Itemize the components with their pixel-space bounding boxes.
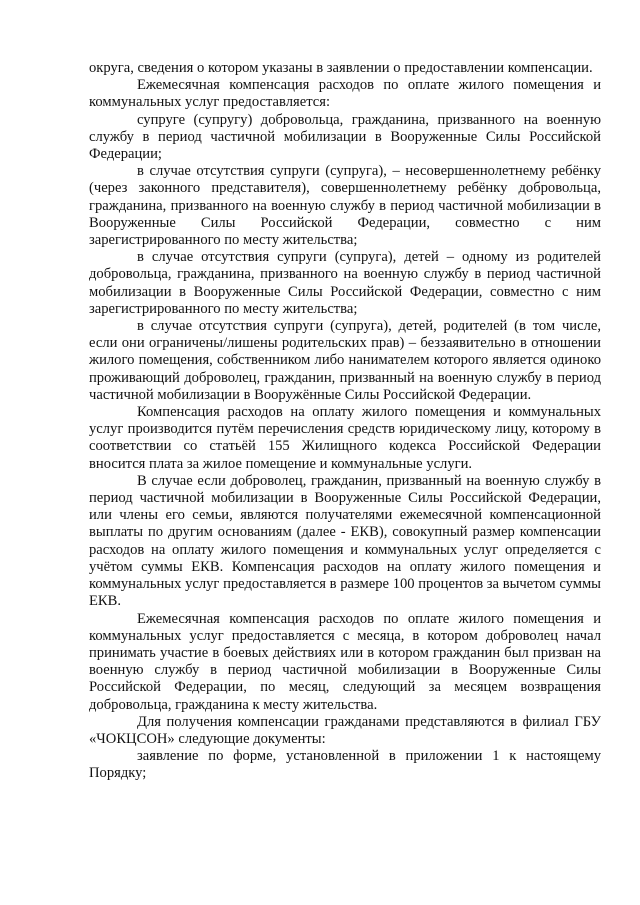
paragraph-monthly-compensation-intro: Ежемесячная компенсация расходов по оплате жилого помещения и коммунальных услуг предоставляется: — [89, 77, 601, 111]
paragraph-payment-method: Компенсация расходов на оплату жилого помещения и коммунальных услуг производится путём перечисления средств юридическому лицу, которому в соответствии со статьёй 155 Жилищного кодекса Российской Федерации вносится плата за жилое помещение и коммунальные услуги. — [89, 404, 601, 472]
paragraph-ekv: В случае если доброволец, гражданин, призванный на военную службу в период частичной мобилизации в Вооруженные Силы Российской Федерации, или члены его семьи, являются получателями ежемесячной компенсационной выплаты по другим основаниям (далее - ЕКВ), совокупный размер компенсации расходов на оплату жилого помещения и коммунальных услуг определяется с учётом суммы ЕКВ. Компенсация расходов на оплату жилого помещения и коммунальных услуг предоставляется в размере 100 процентов за вычетом суммы ЕКВ. — [89, 472, 601, 610]
paragraph-application-form: заявление по форме, установленной в приложении 1 к настоящему Порядку; — [89, 748, 601, 782]
document-body — [89, 60, 601, 783]
paragraph-single-volunteer: в случае отсутствия супруги (супруга), детей, родителей (в том числе, если они ограничены/лишены родительских прав) – беззаявительно в отношении жилого помещения, собственником либо нанимателем которого является одиноко проживающий доброволец, гражданин, призванный на военную службу в период частичной мобилизации в Вооружённые Силы Российской Федерации. — [89, 318, 601, 403]
paragraph-documents-intro: Для получения компенсации гражданами представляются в филиал ГБУ «ЧОКЦСОН» следующие документы: — [89, 713, 601, 747]
paragraph-spouse: супруге (супругу) добровольца, гражданина, призванного на военную службу в период частичной мобилизации в Вооруженные Силы Российской Федерации; — [89, 111, 601, 163]
paragraph-child: в случае отсутствия супруги (супруга), – несовершеннолетнему ребёнку (через законного представителя), совершеннолетнему ребёнку добровольца, гражданина, призванного на военную службу в период частичной мобилизации в Вооруженные Силы Российской Федерации, совместно с ним зарегистрированного по месту жительства; — [89, 163, 601, 249]
paragraph-period: Ежемесячная компенсация расходов по оплате жилого помещения и коммунальных услуг предоставляется с месяца, в котором доброволец начал принимать участие в боевых действиях или в котором гражданин был призван на военную службу в период частичной мобилизации в Вооруженные Силы Российской Федерации, по месяц, следующий за месяцем возвращения добровольца, гражданина к месту жительства. — [89, 610, 601, 713]
paragraph-parent: в случае отсутствия супруги (супруга), детей – одному из родителей добровольца, гражданина, призванного на военную службу в период частичной мобилизации в Вооруженные Силы Российской Федерации, совместно с ним зарегистрированного по месту жительства; — [89, 249, 601, 317]
paragraph-continuation: округа, сведения о котором указаны в заявлении о предоставлении компенсации. — [89, 60, 593, 76]
